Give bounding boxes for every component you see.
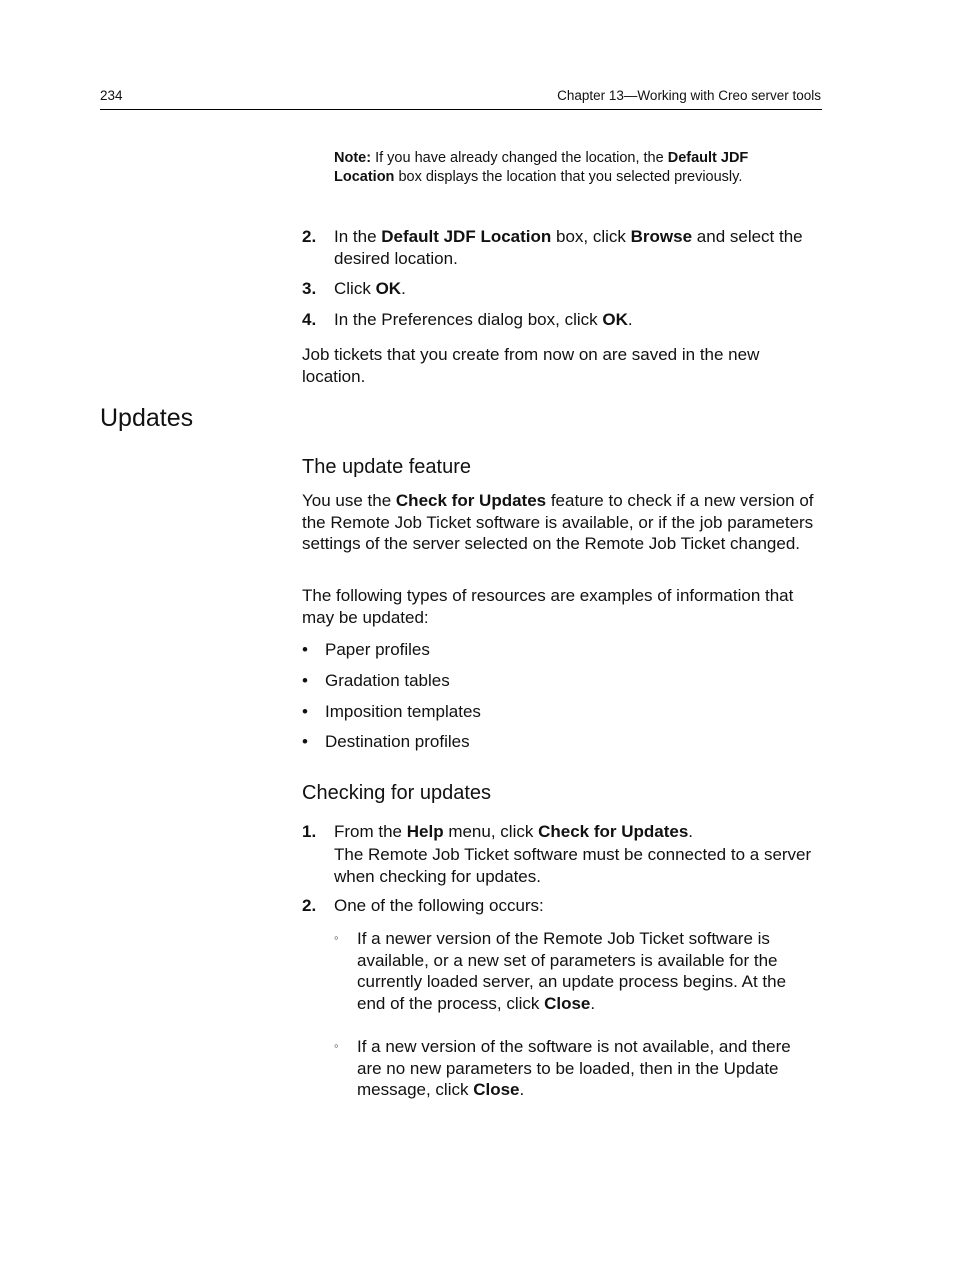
saved-location-note: Job tickets that you create from now on are saved in the new location. [302, 345, 760, 386]
bullet-icon: • [302, 640, 308, 659]
step-number: 2. [302, 227, 317, 246]
step-text: One of the following occurs: [334, 896, 544, 915]
note-text: box displays the location that you selected previously. [394, 168, 743, 185]
step-number: 4. [302, 310, 317, 329]
step-text: In the Preferences dialog box, click OK. [334, 310, 633, 329]
circle-bullet-icon: ◦ [334, 1038, 339, 1053]
subsection-heading: Checking for updates [302, 782, 492, 804]
note-bold: Default JDF Location [334, 150, 749, 185]
chapter-title: Chapter 13—Working with Creo server tools [557, 88, 821, 103]
step-number: 2. [302, 896, 317, 915]
step-text: In the Default JDF Location box, click Browse and select the desired location. [334, 227, 803, 268]
bullet-icon: • [302, 702, 308, 721]
types-paragraph: The following types of resources are examples of information that may be updated: [302, 586, 794, 627]
header-rule [100, 109, 822, 110]
step-number: 1. [302, 822, 317, 841]
circle-bullet-icon: ◦ [334, 930, 339, 945]
step-text: From the Help menu, click Check for Updates. [334, 822, 694, 841]
bullet-icon: • [302, 732, 308, 751]
step-number: 3. [302, 279, 317, 298]
page-number: 234 [100, 88, 123, 103]
step-text: Click OK. [334, 279, 406, 298]
bullet-icon: • [302, 671, 308, 690]
section-heading: Updates [100, 404, 194, 432]
subsection-heading: The update feature [302, 456, 472, 478]
note-box [334, 149, 804, 186]
feature-paragraph: You use the Check for Updates feature to check if a new version of the Remote Job Ticket software is available, or if the job parameters settings of the server selected on the Remote Job Ticket changed. [302, 491, 814, 553]
document-page: 234 Chapter 13—Working with Creo server tools Note: If you have already changed the location, the Default JDF Location box displays the location that you selected previously. 2. In the Default JDF Location box, click Browse and select the desired location. 3. Click OK. 4. In the Preferences dialog box, click OK. Job tickets that you create from now on are saved in the new location. Updates The update feature You use the Check for Updates feature to check if a new version of the Remote Job Ticket software is available, or if the job parameters settings of the server selected on the Remote Job Ticket changed. The following types of resources are examples of information that may be updated: • Paper profiles • Gradation tables • Imposition templates • Destination profiles Checking for updates 1. From the Help menu, click Check for Updates. The Remote Job Ticket software must be connected to a server when checking for updates. 2. One of the following occurs: ◦ If a newer version of the Remote Job Ticket software is available, or a new set of parameters is available for the currently loaded server, an update process begins. At the end of the process, click Close. ◦ If a new version of the software is not available, and there are no new parameters to be loaded, then in the Update message, click Close. [0, 0, 954, 1270]
note-text: If you have already changed the location, the [371, 150, 668, 166]
note-label: Note: [334, 150, 372, 166]
